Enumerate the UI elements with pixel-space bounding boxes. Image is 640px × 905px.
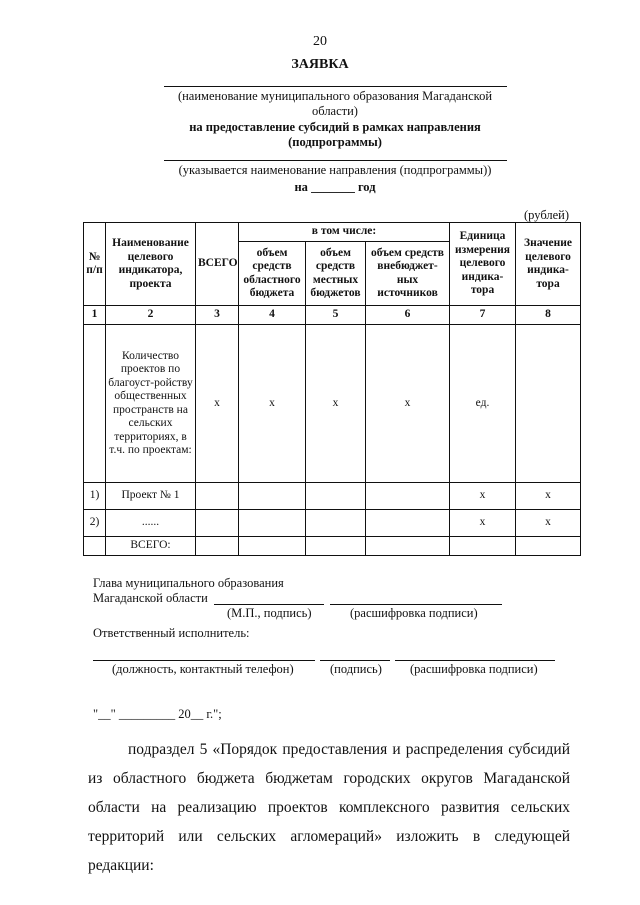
row-regional: x <box>239 325 306 483</box>
row-num <box>84 325 106 483</box>
column-number: 4 <box>239 306 306 325</box>
row-name: Количество проектов по благоуст-ройству общественных пространств на сельских территориях, в т.ч. по проектам: <box>106 325 196 483</box>
row-local <box>306 537 366 556</box>
body-paragraph: подраздел 5 «Порядок предоставления и распределения субсидий из областного бюджета бюджетам городских округов Магаданской области на реализацию проектов комплексного развития сельских территорий или сельских агломераций» изложить в следующей редакции: <box>88 741 570 874</box>
row-regional <box>239 537 306 556</box>
head-label-line1: Глава муниципального образования <box>93 576 284 590</box>
decode-line <box>395 660 555 661</box>
col-including-header: в том числе: <box>239 223 450 242</box>
column-number: 7 <box>450 306 516 325</box>
municipality-hint-line2: области) <box>312 104 358 118</box>
form-title: ЗАЯВКА <box>291 57 349 72</box>
signature-line <box>320 660 390 661</box>
row-local <box>306 510 366 537</box>
row-unit: x <box>450 510 516 537</box>
page-number: 20 <box>313 34 327 49</box>
direction-hint: (указывается наименование направления (подпрограммы)) <box>178 163 492 177</box>
year-suffix: год <box>357 180 376 194</box>
col-num-header: № п/п <box>84 223 106 306</box>
row-regional <box>239 510 306 537</box>
table-row <box>84 510 581 537</box>
head-signature-line <box>214 604 324 605</box>
row-unit <box>450 537 516 556</box>
row-value: x <box>516 483 581 510</box>
municipality-hint-line1: (наименование муниципального образования Магаданской <box>177 89 493 103</box>
row-unit: x <box>450 483 516 510</box>
column-number: 6 <box>366 306 450 325</box>
request-table <box>83 222 581 556</box>
column-number: 8 <box>516 306 581 325</box>
col-regional-header: объем средств областного бюджета <box>239 242 306 306</box>
head-decode-line <box>330 604 502 605</box>
row-extra <box>366 510 450 537</box>
row-name: ВСЕГО: <box>106 537 196 556</box>
row-unit: ед. <box>450 325 516 483</box>
row-name: Проект № 1 <box>106 483 196 510</box>
direction-line <box>164 160 507 161</box>
decode-hint: (расшифровка подписи) <box>410 662 538 676</box>
head-decode-hint: (расшифровка подписи) <box>350 606 478 620</box>
position-hint: (должность, контактный телефон) <box>112 662 294 676</box>
year-blank: _______ <box>311 180 355 194</box>
row-num: 1) <box>84 483 106 510</box>
row-name: ...... <box>106 510 196 537</box>
position-line <box>93 660 315 661</box>
col-total-header: ВСЕГО <box>196 223 239 306</box>
row-extra: x <box>366 325 450 483</box>
currency-note: (рублей) <box>524 208 570 222</box>
column-number: 5 <box>306 306 366 325</box>
table-row <box>84 483 581 510</box>
row-local: x <box>306 325 366 483</box>
date-line: "__" _________ 20__ г."; <box>93 707 222 721</box>
purpose-line2: (подпрограммы) <box>288 135 382 149</box>
head-stamp-hint: (М.П., подпись) <box>227 606 312 620</box>
row-total <box>196 483 239 510</box>
row-value <box>516 325 581 483</box>
municipality-line <box>164 86 507 87</box>
column-number: 2 <box>106 306 196 325</box>
purpose-heading <box>140 120 530 150</box>
header-row-1 <box>84 223 581 242</box>
row-regional <box>239 483 306 510</box>
purpose-line1: на предоставление субсидий в рамках направления <box>189 120 481 134</box>
row-extra <box>366 483 450 510</box>
signature-hint: (подпись) <box>330 662 382 676</box>
year-prefix: на <box>294 180 308 194</box>
column-number: 3 <box>196 306 239 325</box>
row-total <box>196 537 239 556</box>
executor-label: Ответственный исполнитель: <box>93 626 250 640</box>
table-row <box>84 325 581 483</box>
col-extra-header: объем средств внебюджет-ных источников <box>366 242 450 306</box>
row-value <box>516 537 581 556</box>
column-numbers-row <box>84 306 581 325</box>
row-num: 2) <box>84 510 106 537</box>
row-total: x <box>196 325 239 483</box>
col-local-header: объем средств местных бюджетов <box>306 242 366 306</box>
col-name-header: Наименование целевого индикатора, проекта <box>106 223 196 306</box>
row-local <box>306 483 366 510</box>
column-number: 1 <box>84 306 106 325</box>
year-line <box>140 180 530 195</box>
row-num <box>84 537 106 556</box>
row-extra <box>366 537 450 556</box>
col-value-header: Значение целевого индика-тора <box>516 223 581 306</box>
col-unit-header: Единица измерения целевого индика-тора <box>450 223 516 306</box>
head-label-line2: Магаданской области <box>93 591 208 605</box>
row-total <box>196 510 239 537</box>
municipality-hint <box>140 89 530 119</box>
table-row <box>84 537 581 556</box>
row-value: x <box>516 510 581 537</box>
